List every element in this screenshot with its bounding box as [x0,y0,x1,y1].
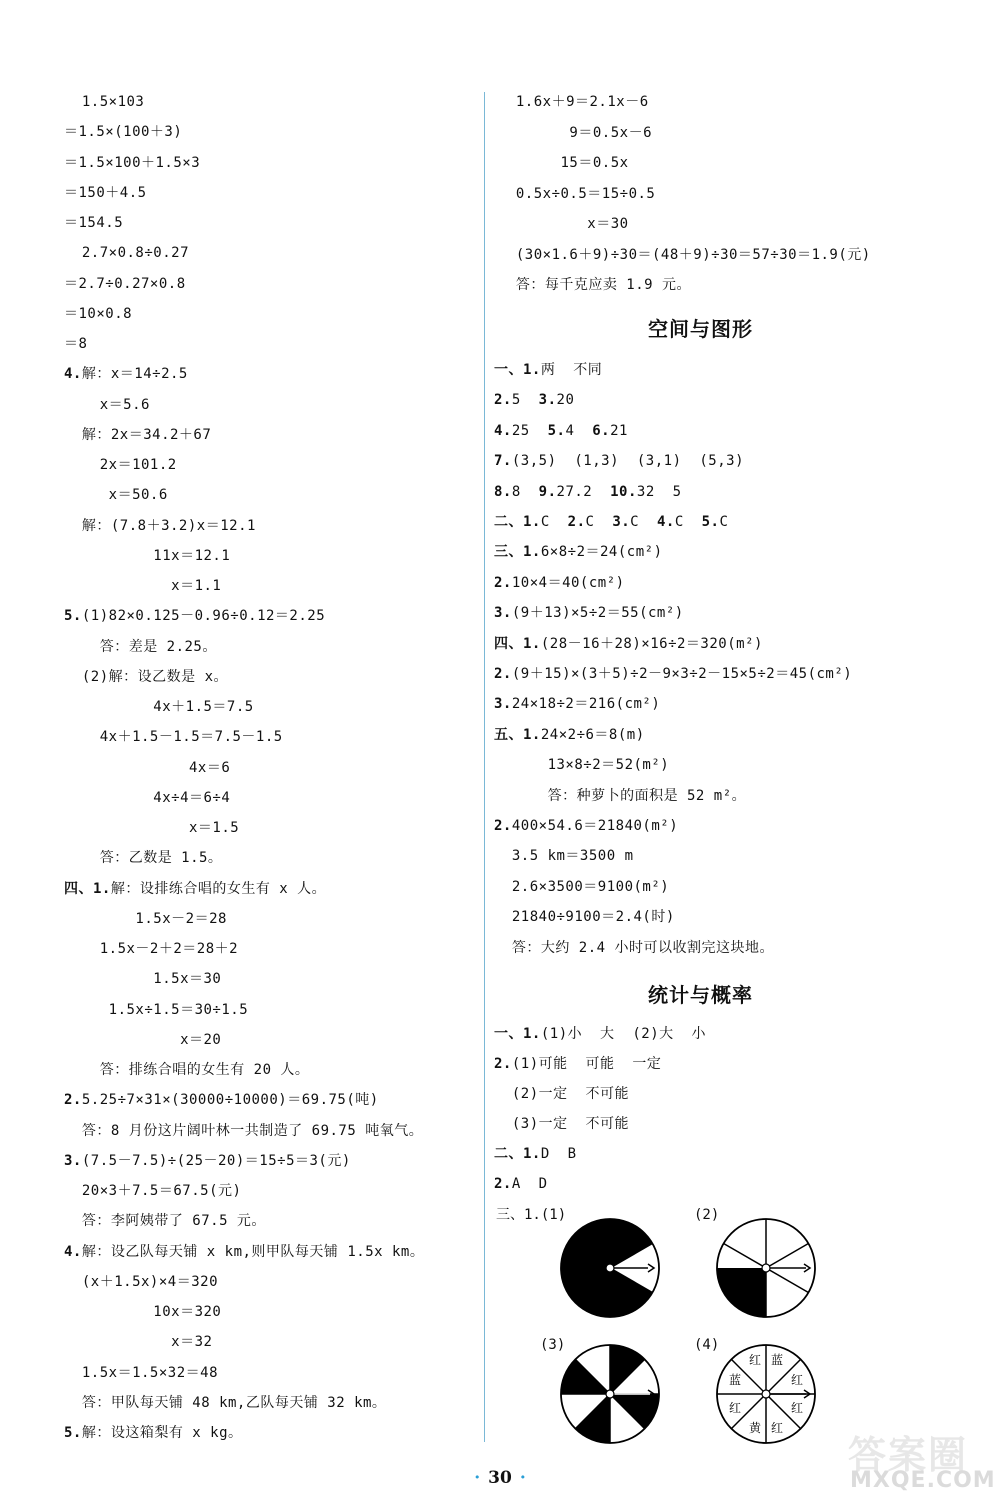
answer-line [64,304,132,324]
answer-text: ＝1.5×100＋1.5×3 [64,154,201,171]
answer-text: ＝154.5 [64,215,124,231]
answer-line [498,184,655,204]
answer-line [494,421,628,441]
item-number: 5. [64,608,82,625]
item-number: 2. [494,1176,512,1192]
answer-text: 答：每千克应卖 1.9 元。 [498,277,692,293]
answer-text: 15＝0.5x [498,155,629,171]
answer-text: 4x＝6 [64,759,231,776]
answer-text: 解：2x＝34.2＋67 [64,426,212,443]
item-number: 4. [656,514,675,530]
item-number: 4. [494,422,512,439]
answer-text: (1)可能 可能 一定 [511,1056,662,1072]
answer-text: 解：设这箱梨有 x kg。 [81,1425,243,1441]
answer-text: C [630,514,657,530]
answer-line [64,1423,243,1443]
watermark-logo [842,1420,996,1500]
spinner-sector-label: 红 [790,1401,804,1415]
answer-line [494,664,852,684]
answer-text: 20×3＋7.5＝67.5(元) [64,1183,242,1199]
answer-text: 1.5×103 [64,94,145,110]
item-number: 3. [612,514,631,530]
answer-line [494,755,669,775]
answer-line [494,1144,577,1164]
answer-text: ＝10×0.8 [64,305,133,322]
answer-line [64,969,221,989]
answer-text: x＝50.6 [64,487,168,504]
answer-line [498,275,691,295]
item-number: 五、1. [494,726,541,743]
answer-line [64,1090,379,1110]
answer-line [64,1242,424,1262]
answer-line [494,725,645,745]
column-divider [484,92,485,1442]
answer-line [64,848,222,868]
answer-line [64,1181,241,1201]
item-number: 二、1. [494,1146,541,1162]
answer-line [494,451,744,471]
answer-text: 21 [610,422,628,439]
answer-line [64,183,147,203]
answer-line [64,727,283,747]
answer-line [494,694,660,714]
item-number: 2. [494,818,512,834]
figure-label-4: (4) [694,1337,720,1353]
answer-text: x＝5.6 [64,396,150,413]
answer-line [494,907,675,927]
item-number: 2. [567,514,586,530]
item-number: 一、1. [494,362,541,378]
answer-line [64,1272,218,1292]
item-number: 7. [494,453,512,470]
answer-text: 3.5 km＝3500 m [494,848,634,865]
figure-label-3: (3) [540,1337,566,1353]
answer-line [498,92,649,112]
answer-text: x＝30 [498,216,629,232]
answer-text: (3,5) (1,3) (3,1) (5,3) [511,453,745,470]
item-number: 9. [538,483,557,500]
answer-line [64,455,177,475]
answer-line [494,542,663,562]
answer-line [494,1084,629,1104]
item-number: 8. [494,483,512,500]
answer-line [498,153,629,173]
answer-line [64,122,182,142]
answer-text: (3)一定 不可能 [494,1116,630,1132]
answer-text: C [674,514,702,530]
answer-text: 答：差是 2.25。 [64,638,217,655]
item-number: 3. [494,605,512,622]
answer-text: (30×1.6＋9)÷30＝(48＋9)÷30＝57÷30＝1.9(元) [498,246,871,263]
answer-text: 13×8÷2＝52(m²) [494,757,670,774]
item-number: 三、1. [494,544,541,561]
item-number: 二、1. [494,514,541,530]
answer-text: 32 5 [636,483,682,500]
item-number: 2. [494,666,512,682]
answer-line [64,364,188,384]
answer-text: 21840÷9100＝2.4(时) [494,909,675,926]
spinner-sector-label: 蓝 [770,1353,784,1367]
item-number: 5. [64,1425,82,1441]
answer-line [64,395,150,415]
spinner-sector-label: 黄 [748,1421,762,1435]
item-number: 4. [64,1243,82,1260]
answer-text: 6×8÷2＝24(cm²) [540,544,663,561]
answer-text: ＝8 [64,336,88,352]
answer-line [494,634,763,654]
item-number: 5. [701,514,720,530]
item-number: 一、1. [494,1026,541,1042]
spinner-3 [558,1342,662,1446]
answer-line [494,1114,629,1134]
answer-line [64,576,221,596]
item-number: 3. [538,392,557,409]
answer-text: 解：(7.8＋3.2)x＝12.1 [64,517,256,534]
answer-text: 4 [565,422,593,439]
answer-text: 两 不同 [540,362,603,378]
answer-text: (9＋15)×(3＋5)÷2－9×3÷2－15×5÷2＝45(cm²) [511,666,853,682]
answer-text: 20 [556,392,575,409]
answer-line [64,879,326,899]
answer-line [64,818,239,838]
section-heading-statistics: 统计与概率 [648,983,753,1007]
answer-text: 4x＋1.5－1.5＝7.5－1.5 [64,729,283,746]
spinner-sector-label: 蓝 [728,1373,742,1387]
answer-line [494,1174,548,1194]
answer-line [494,573,625,593]
answer-line [64,758,230,778]
answer-text: x＝32 [64,1334,213,1351]
answer-text: x＝1.5 [64,820,240,836]
item-number: 2. [494,1056,512,1072]
answer-line [64,1000,248,1020]
answer-line [494,512,728,532]
answer-text: ＝1.5×(100＋3) [64,124,183,141]
answer-line [64,1030,221,1050]
answer-text: A D [511,1176,548,1192]
answer-text: 解：x＝14÷2.5 [81,366,188,383]
answer-line [494,1054,661,1074]
answer-line [64,637,217,657]
answer-line [64,153,200,173]
answer-text: ＝150＋4.5 [64,184,147,201]
answer-text: 11x＝12.1 [64,547,231,564]
answer-text: 答：8 月份这片阔叶林一共制造了 69.75 吨氧气。 [64,1122,424,1139]
answer-line [64,1332,212,1352]
answer-text: (1)82×0.125－0.96÷0.12＝2.25 [81,608,326,625]
answer-line [64,243,189,263]
spinner-sector-label: 红 [728,1401,742,1415]
answer-line [64,697,254,717]
item-number: 四、1. [64,880,111,897]
answer-text: 5.25÷7×31×(30000÷10000)＝69.75(吨) [81,1092,379,1109]
answer-text: (x＋1.5x)×4＝320 [64,1273,219,1290]
answer-line [64,667,228,687]
answer-text: 1.5x＝30 [64,971,222,988]
answer-line [64,213,123,233]
page-number: 30 [488,1468,512,1488]
answer-line [494,1024,706,1044]
answer-text: 2.7×0.8÷0.27 [64,245,190,262]
figure-label-2: (2) [694,1207,720,1223]
section-heading-geometry: 空间与图形 [648,317,753,341]
answer-line [64,1211,266,1231]
answer-text: 答：排练合唱的女生有 20 人。 [64,1062,310,1078]
answer-text: 解：设乙队每天铺 x km,则甲队每天铺 1.5x km。 [81,1243,425,1260]
answer-line [64,909,227,929]
answer-line [494,877,669,897]
answer-line [64,939,238,959]
item-number: 6. [592,422,611,439]
answer-text: 24×2÷6＝8(m) [540,726,645,743]
answer-line [64,516,256,536]
page-dot-right: · [519,1468,526,1488]
answer-text: 答：大约 2.4 小时可以收割完这块地。 [494,939,775,956]
answer-text: (2)解：设乙数是 x。 [64,668,229,685]
answer-text: 0.5x÷0.5＝15÷0.5 [498,185,656,202]
answer-text: 4x÷4＝6÷4 [64,789,231,806]
answer-line [64,485,168,505]
item-number: 4. [64,366,82,383]
spinner-4 [714,1342,818,1446]
answer-line [494,360,602,380]
answer-text: 2.6×3500＝9100(m²) [494,878,670,895]
answer-text: 答：乙数是 1.5。 [64,850,223,867]
answer-text: 4x＋1.5＝7.5 [64,699,254,715]
answer-text: 解：设排练合唱的女生有 x 人。 [110,880,327,897]
answer-text: 1.5x÷1.5＝30÷1.5 [64,1001,249,1018]
item-number: 四、1. [494,635,541,652]
answer-text: (9＋13)×5÷2＝55(cm²) [511,605,684,622]
answer-line [64,1060,309,1080]
answer-line [64,546,230,566]
item-number: 5. [547,422,566,439]
item-number: 3. [494,696,512,713]
answer-text: x＝1.1 [64,578,222,594]
answer-line [64,1302,221,1322]
answer-text: x＝20 [64,1031,222,1048]
spinner-sector-label: 红 [770,1421,784,1435]
answer-line [494,603,684,623]
answer-line [64,334,87,354]
answer-text: (2)一定 不可能 [494,1086,630,1102]
answer-text: 答：甲队每天铺 48 km,乙队每天铺 32 km。 [64,1394,387,1411]
item-number: 2. [64,1092,82,1109]
answer-text: 9＝0.5x－6 [498,124,653,141]
answer-line [494,482,682,502]
answer-text: 答：李阿姨带了 67.5 元。 [64,1213,266,1230]
figure-intro-label: 三、1.(1) [496,1207,567,1223]
watermark-text: MXQE.COM [850,1468,996,1493]
answer-line [494,938,774,958]
answer-line [64,425,211,445]
answer-text: (28－16＋28)×16÷2＝320(m²) [540,635,763,652]
answer-line [64,788,230,808]
answer-line [64,606,325,626]
answer-line [64,1363,218,1383]
answer-text: C [719,514,729,530]
answer-text: 27.2 [556,483,611,500]
answer-line [494,816,678,836]
answer-text: (7.5－7.5)÷(25－20)＝15÷5＝3(元) [81,1152,351,1169]
spinner-sector-label: 红 [748,1353,762,1367]
answer-line [494,390,574,410]
answer-text: C [585,514,613,530]
answer-line [64,1121,423,1141]
answer-text: 25 [511,422,548,439]
answer-text: 400×54.6＝21840(m²) [511,818,679,834]
answer-text: 8 [511,483,539,500]
answer-line [494,846,634,866]
answer-text: C [540,514,568,530]
answer-text: 1.5x－2＋2＝28＋2 [64,941,239,957]
answer-text: 2x＝101.2 [64,457,177,473]
answer-text: 1.5x＝1.5×32＝48 [64,1364,219,1381]
item-number: 10. [610,483,637,500]
answer-text: 1.6x＋9＝2.1x－6 [498,94,649,110]
item-number: 2. [494,574,512,591]
answer-text: D B [540,1146,577,1162]
spinner-1 [558,1216,662,1320]
page-dot-left: · [474,1468,481,1488]
answer-text: 24×18÷2＝216(cm²) [511,696,661,713]
item-number: 2. [494,392,512,409]
spinner-2 [714,1216,818,1320]
answer-line [498,214,629,234]
answer-line [498,245,871,265]
spinner-sector-label: 红 [790,1373,804,1387]
answer-text: (1)小 大 (2)大 小 [540,1026,707,1042]
answer-line [494,786,746,806]
answer-text: ＝2.7÷0.27×0.8 [64,275,186,292]
answer-text: 1.5x－2＝28 [64,910,227,927]
answer-line [64,1151,351,1171]
answer-line [64,1393,386,1413]
answer-line [64,92,144,112]
answer-text: 5 [511,392,539,409]
answer-text: 答：种萝卜的面积是 52 m²。 [494,787,747,804]
watermark-cn: 答案圈 [848,1433,969,1477]
answer-line [64,274,186,294]
answer-line [498,123,652,143]
answer-text: 10x＝320 [64,1304,222,1320]
answer-text: 10×4＝40(cm²) [511,574,625,591]
item-number: 3. [64,1152,82,1169]
